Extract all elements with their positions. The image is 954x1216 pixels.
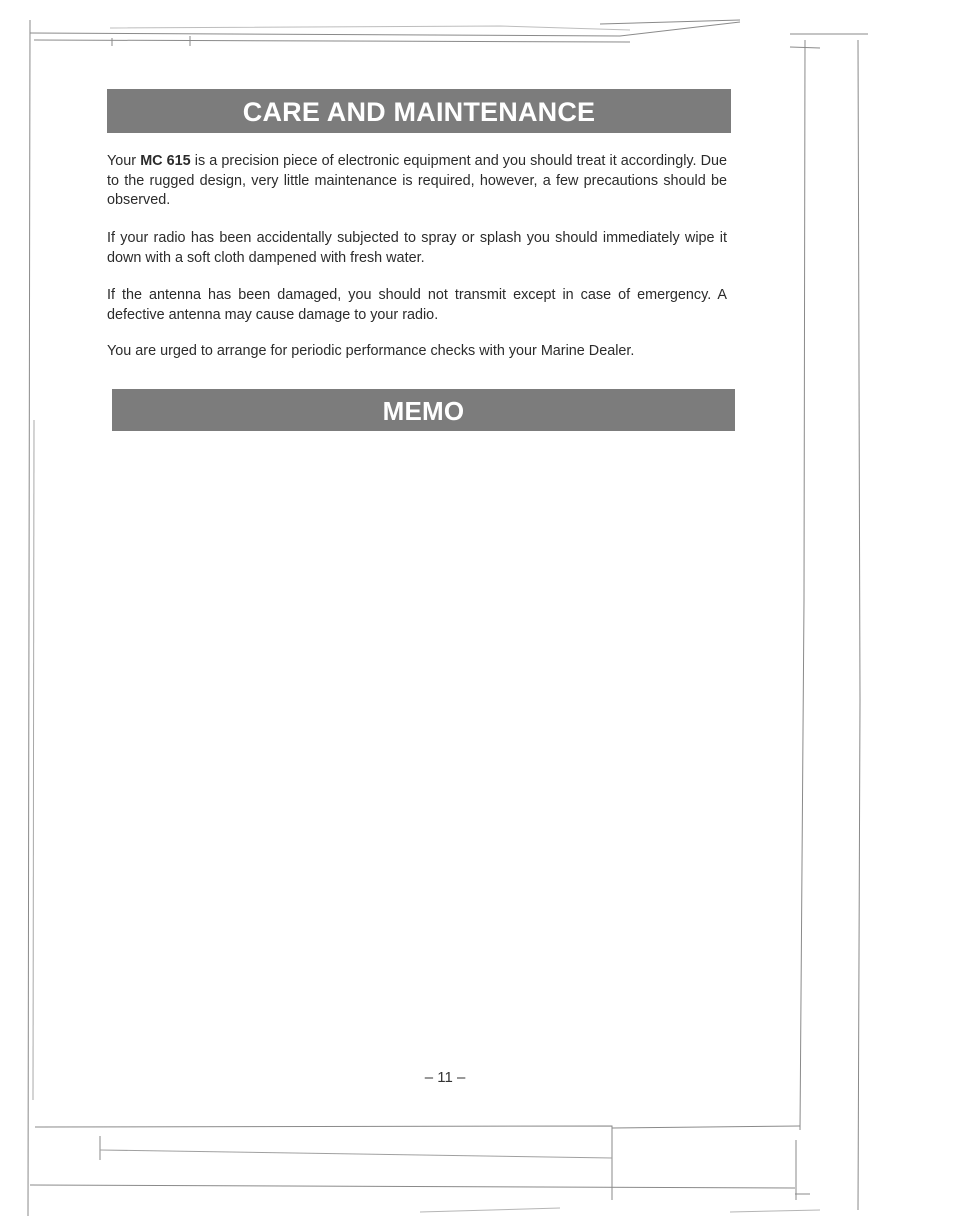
care-and-maintenance-heading: CARE AND MAINTENANCE [107,89,731,133]
model-name: MC 615 [140,153,191,169]
care-paragraph-checks: You are urged to arrange for periodic performance checks with your Marine Dealer. [107,343,635,359]
care-paragraph-precision [107,152,727,211]
memo-heading: MEMO [112,389,735,431]
care-paragraph-spray: If your radio has been accidentally subjected to spray or splash you should immediately wipe it down with a soft cloth dampened with fresh water. [107,230,727,266]
para-1-intro: Your [107,153,137,169]
para-1-rest: is a precision piece of electronic equipment and you should treat it accordingly. Due to the rugged design, very little maintenance is required, however, a few precautions should be observed. [107,153,728,208]
care-paragraph-antenna: If the antenna has been damaged, you should not transmit except in case of emergency. A defective antenna may cause damage to your radio. [107,287,727,323]
page-number: – 11 – [424,1069,466,1086]
